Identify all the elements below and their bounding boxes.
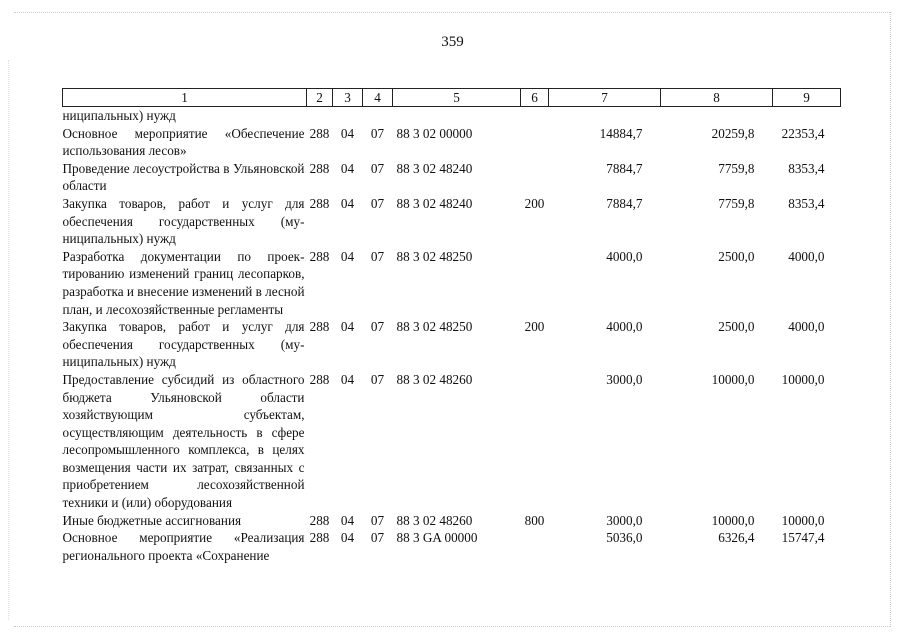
target-article-code: 88 3 02 48240 [396,160,473,176]
row-name: Проведение лесоустройства в Ульяновской области [62,160,305,194]
amount-year-1: 5036,0 [606,530,643,546]
table-body [63,107,841,565]
target-article-code: 88 3 02 48260 [396,371,473,387]
expense-type-code: 800 [524,512,545,528]
ministry-code: 288 [309,125,330,141]
expense-type-code: 200 [524,195,545,211]
scan-edge-left [8,60,9,620]
target-article-code: 88 3 02 48240 [396,195,473,211]
amount-year-2: 7759,8 [718,195,755,211]
table-row [63,371,841,512]
amount-year-1: 4000,0 [606,319,643,335]
expense-type-code [521,371,549,512]
row-name: Иные бюджетные ассигнования [62,512,242,528]
expense-type-code [521,248,549,318]
header-cell: 8 [661,89,773,107]
subsection-code: 07 [370,530,385,546]
table-row [63,529,841,564]
table-row [63,125,841,160]
ministry-code: 288 [309,248,330,264]
amount-year-3: 8353,4 [788,195,825,211]
amount-year-3: 4000,0 [788,319,825,335]
row-name: Предоставление субсидий из областного бюджета Ульяновской области хозяйствующим субъектам, осуществляющим деятельность в сфере лесопромышленного комплекса, в целях возмещения части их затрат, связанных с приобретением лесохозяйственной техники и (или) оборудования [62,371,305,511]
table-row [63,248,841,318]
page-number: 359 [441,34,464,50]
amount-year-2: 10000,0 [711,371,755,387]
ministry-code: 288 [309,530,330,546]
header-cell: 5 [393,89,521,107]
ministry-code [307,107,333,125]
amount-year-3: 4000,0 [788,248,825,264]
amount-year-1: 3000,0 [606,512,643,528]
section-code: 04 [340,512,355,528]
table-row [63,195,841,248]
amount-year-2: 2500,0 [718,248,755,264]
scan-edge-top [14,12,890,13]
amount-year-2: 6326,4 [718,530,755,546]
table-row [63,107,841,125]
section-code: 04 [340,248,355,264]
subsection-code: 07 [370,248,385,264]
header-cell: 1 [63,89,307,107]
ministry-code: 288 [309,160,330,176]
subsection-code: 07 [370,371,385,387]
row-name: Закупка товаров, работ и услуг для обеспечения государственных (муниципальных) нужд [62,195,305,247]
amount-year-1: 3000,0 [606,371,643,387]
amount-year-1 [549,107,661,125]
expense-type-code [521,107,549,125]
target-article-code: 88 3 02 48260 [396,512,473,528]
amount-year-3 [773,107,841,125]
amount-year-2 [661,107,773,125]
amount-year-2: 2500,0 [718,319,755,335]
row-name: Основное мероприятие «Реализация регионального проекта «Сохранение [62,530,305,563]
target-article-code: 88 3 02 48250 [396,319,473,335]
table-row [63,318,841,371]
table-header [63,89,841,107]
row-name: ниципальных) нужд [62,108,176,123]
header-cell: 2 [307,89,333,107]
expense-type-code [521,125,549,160]
target-article-code: 88 3 02 48250 [396,248,473,264]
section-code: 04 [340,319,355,335]
scan-edge-right [890,12,891,627]
expense-type-code: 200 [524,319,545,335]
row-name: Разработка документации по проектированию изменений границ лесопарков, разработка и внесение изменений в лесной план, и лесохозяйственные регламенты [62,248,305,317]
amount-year-3: 10000,0 [781,512,825,528]
subsection-code: 07 [370,319,385,335]
target-article-code [393,107,521,125]
ministry-code: 288 [309,512,330,528]
amount-year-3: 15747,4 [781,530,825,546]
subsection-code: 07 [370,160,385,176]
subsection-code: 07 [370,125,385,141]
ministry-code: 288 [309,195,330,211]
section-code [333,107,363,125]
amount-year-2: 10000,0 [711,512,755,528]
budget-table [62,88,841,564]
expense-type-code [521,529,549,564]
section-code: 04 [340,125,355,141]
table-row [63,160,841,195]
header-cell: 6 [521,89,549,107]
section-code: 04 [340,195,355,211]
table-row [63,512,841,530]
header-row [63,89,841,107]
amount-year-3: 22353,4 [781,125,825,141]
expense-type-code [521,160,549,195]
target-article-code: 88 3 02 00000 [396,125,473,141]
ministry-code: 288 [309,371,330,387]
ministry-code: 288 [309,319,330,335]
amount-year-1: 14884,7 [599,125,643,141]
header-cell: 7 [549,89,661,107]
section-code: 04 [340,530,355,546]
scan-edge-bottom [14,626,890,627]
row-name: Закупка товаров, работ и услуг для обеспечения государственных (муниципальных) нужд [62,319,305,370]
section-code: 04 [340,371,355,387]
amount-year-3: 10000,0 [781,371,825,387]
header-cell: 3 [333,89,363,107]
amount-year-2: 20259,8 [711,125,755,141]
row-name: Основное мероприятие «Обеспечение использования лесов» [62,125,305,159]
amount-year-1: 7884,7 [606,160,643,176]
subsection-code: 07 [370,195,385,211]
amount-year-3: 8353,4 [788,160,825,176]
amount-year-2: 7759,8 [718,160,755,176]
subsection-code: 07 [370,512,385,528]
target-article-code: 88 3 GA 00000 [396,530,478,546]
subsection-code [363,107,393,125]
header-cell: 9 [773,89,841,107]
header-cell: 4 [363,89,393,107]
amount-year-1: 4000,0 [606,248,643,264]
section-code: 04 [340,160,355,176]
amount-year-1: 7884,7 [606,195,643,211]
